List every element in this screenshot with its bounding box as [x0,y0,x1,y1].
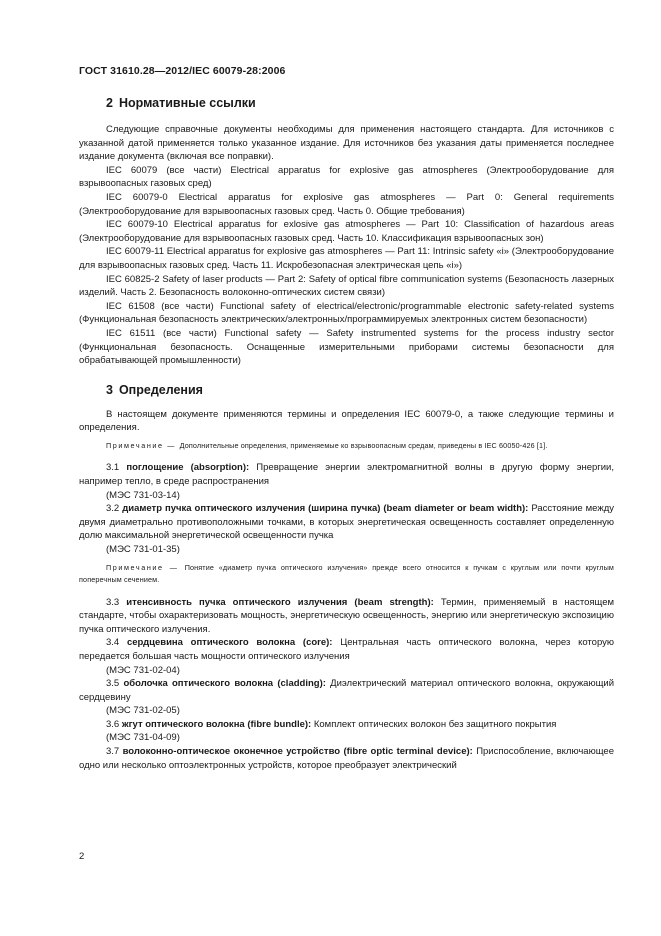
ref-iec61508: IEC 61508 (все части) Functional safety of electrical/electronic/programmable electronic safety-related systems (Функциональная безопасность электрических/электронных/программируемых электронных систем безопасности) [79,300,614,326]
s2-intro: Следующие справочные документы необходимы для применения настоящего стандарта. Для источников с указанной датой применяется только указанное издание. Для источников без указания даты применяется последнее издание документа (включая все поправки). [79,124,614,163]
ref-iec60079-0: IEC 60079-0 Electrical apparatus for explosive gas atmospheres — Part 0: General requirements (Электрооборудование для взрывоопасных газовых сред. Часть 0. Общие требования) [79,191,614,217]
note-2: Примечание — Понятие «диаметр пучка оптического излучения» прежде всего относится к пучкам с круглым или почти круглым поперечным сечением. [79,562,614,585]
ref-iec60825-2: IEC 60825-2 Safety of laser products — Part 2: Safety of optical fibre communication systems (Безопасность лазерных изделий. Часть 2. Безопасность волоконно-оптических систем связи) [79,273,614,299]
ref-iec60079-11: IEC 60079-11 Electrical apparatus for explosive gas atmospheres — Part 11: Intrinsic safety «i» (Электрооборудование для взрывоопасных газовых сред. Часть 11. Искробезопасная электрическая цепь «i») [79,246,614,271]
def-3-4-ref: (МЭС 731-02-04) [106,664,180,676]
def-3-4: 3.4 сердцевина оптического волокна (core): Центральная часть оптического волокна, через которую передается большая часть мощности оптического излучения [79,637,614,662]
def-3-1: 3.1 поглощение (absorption): Превращение энергии электромагнитной волны в другую форму энергии, например тепло, в среде распространения [79,462,615,487]
ref-iec60079-10: IEC 60079-10 Electrical apparatus for exlosive gas atmospheres — Part 10: Classification of hazardous areas (Электрооборудование для взрывоопасных газовых сред. Часть 10. Классификация взрывоопасных зон) [79,219,614,244]
page-number: 2 [79,851,85,862]
def-3-2-ref: (МЭС 731-01-35) [106,543,180,555]
def-3-6: 3.6 жгут оптического волокна (fibre bundle): Комплект оптических волокон без защитного покрытия [106,718,557,730]
ref-iec61511: IEC 61511 (все части) Functional safety — Safety instrumented systems for the process industry sector (Функциональная безопасность. Оснащенные измерительными приборами системы безопасности для обрабатывающей промышленности) [79,327,614,367]
note-1: Примечание — Дополнительные определения, применяемые ко взрывоопасным средам, приведены в IEC 60050-426 [1]. [106,440,548,450]
def-3-2: 3.2 диаметр пучка оптического излучения (ширина пучка) (beam diameter or beam width): Расстояние между двумя диаметрально противоположными точками, в которых энергетическая освещенность составляет определенную долю максимальной энергетической освещенности пучка [79,503,614,542]
s3-intro: В настоящем документе применяются термины и определения IEC 60079-0, а также следующие термины и определения. [79,408,614,434]
page-header: ГОСТ 31610.28—2012/IEC 60079-28:2006 [79,65,286,77]
def-3-5: 3.5 оболочка оптического волокна (cladding): Диэлектрический материал оптического волокна, окружающий сердцевину [79,678,615,703]
def-3-7: 3.7 волоконно-оптическое оконечное устройство (fibre optic terminal device): Приспособление, включающее одно или несколько оптоэлектронных устройств, которое преобразует электрический [79,746,614,771]
ref-iec60079: IEC 60079 (все части) Electrical apparatus for explosive gas atmospheres (Электрооборудование для взрывоопасных газовых сред) [79,164,614,190]
section-2-heading: 2 Нормативные ссылки [106,96,256,110]
def-3-6-ref: (МЭС 731-04-09) [106,732,180,744]
def-3-5-ref: (МЭС 731-02-05) [106,705,180,717]
page-content [79,90,614,772]
def-3-3: 3.3 итенсивность пучка оптического излучения (beam strength): Термин, применяемый в настоящем стандарте, чтобы охарактеризовать мощность, энергетическую освещенность, энергию или энергетическую экспозицию пучка оптического излучения. [79,596,615,635]
section-3-heading: 3 Определения [106,382,203,397]
def-3-1-ref: (МЭС 731-03-14) [106,489,180,501]
